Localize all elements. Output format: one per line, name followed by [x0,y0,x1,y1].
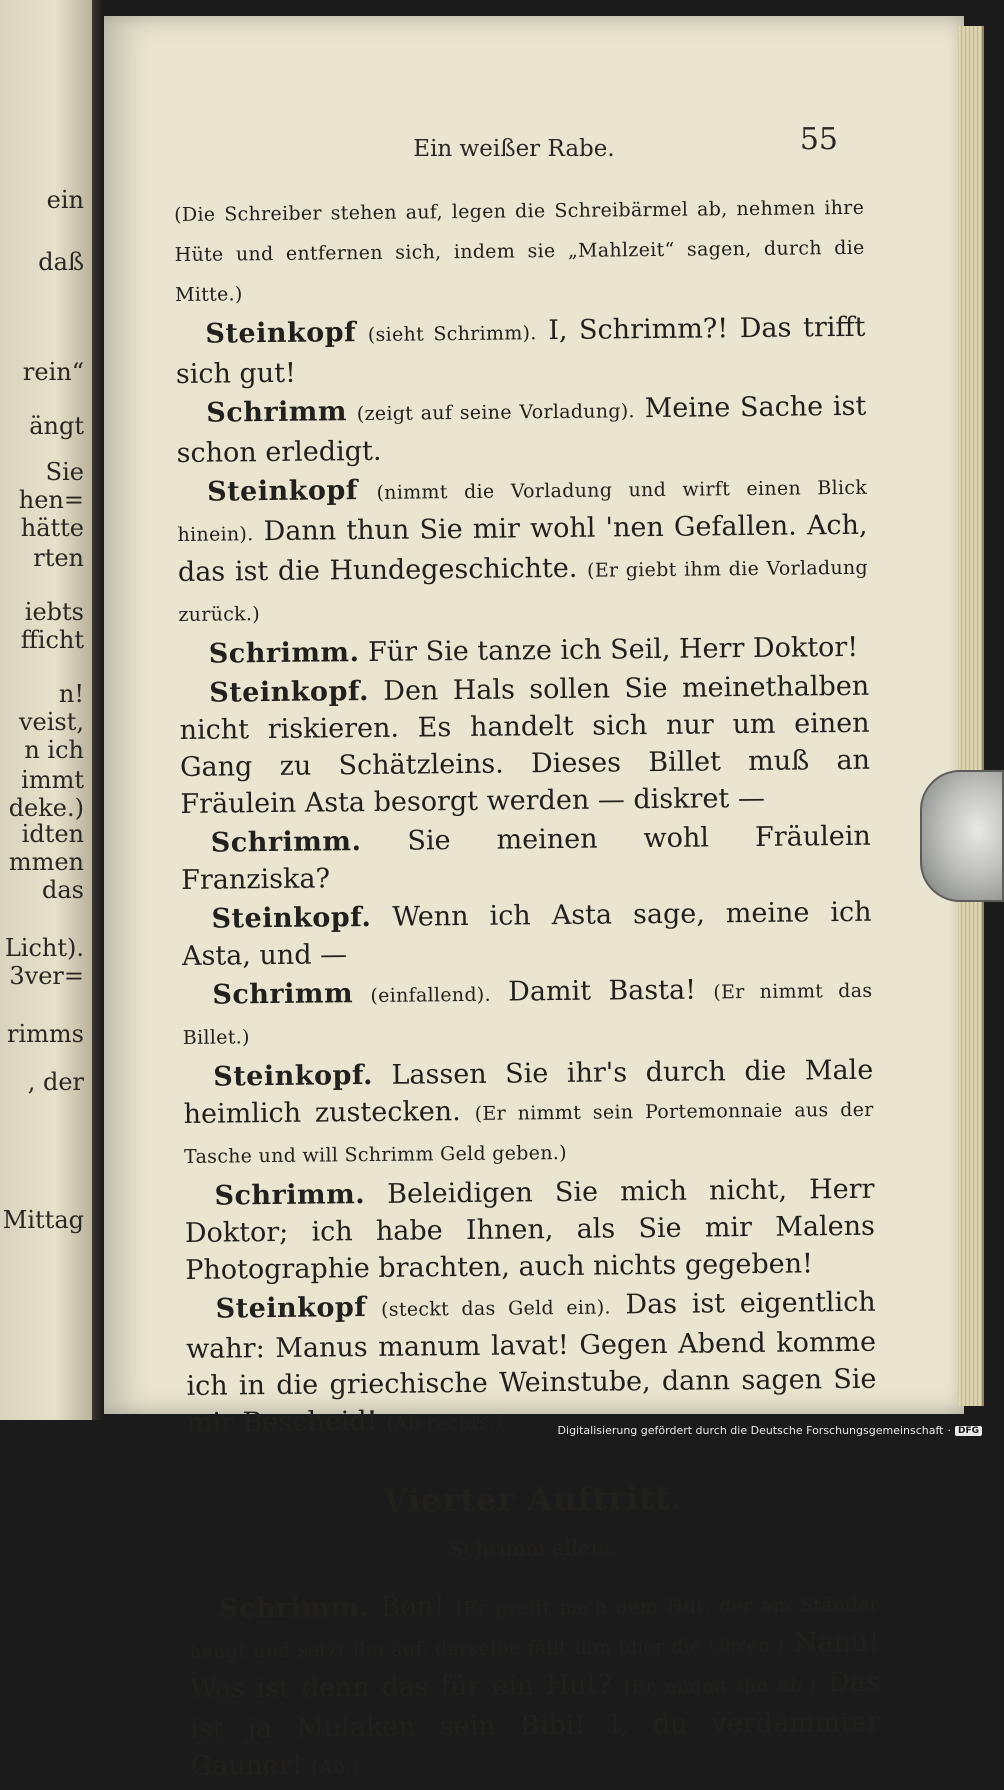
dialogue-paragraph [174,187,865,314]
spoken-text: Wenn ich Asta sage, meine ich Asta, und — [181,896,872,972]
left-page-fragment: daß [38,248,84,276]
left-page-edge [0,0,92,1420]
speaker-name: Steinkopf [205,317,357,350]
spoken-text: Bon! [380,1591,445,1623]
spoken-text: Meine Sache ist schon erledigt. [176,390,867,469]
spoken-text: Das ist eigentlich wahr: Manus manum lavat! Gegen Abend komme ich in die griechische Weinstube, dann sagen Sie mir Bescheid! [185,1286,877,1439]
left-page-fragment: iebts [24,598,84,626]
spoken-text: Dann thun Sie mir wohl 'nen Gefallen. Ach, das ist die Hundegeschichte. [177,509,868,588]
scene-subtitle: Schrimm allein. [448,1535,618,1562]
dialogue-paragraph [179,629,869,673]
dfg-logo: DFG [955,1426,982,1436]
page-stack-edge [958,26,984,1406]
spoken-text: Das ist ja Mulaken sein Bibi! I, du verdammter Gauner! [189,1666,881,1782]
spoken-text: Nanu! Was ist denn das für ein Hut? [189,1626,880,1705]
dialogue-paragraph [189,1584,881,1788]
stage-direction: (nimmt die Vorladung und wirft einen Blick hinein). [177,476,868,546]
left-page-fragment: deke.) [8,794,84,822]
spoken-text: Sie meinen wohl Fräulein Franziska? [181,820,871,896]
left-page-fragment: Licht). [4,934,84,962]
left-page-fragment: , der [27,1068,84,1096]
left-page-fragment: n ich [24,736,84,764]
spoken-text: Für Sie tanze ich Seil, Herr Doktor! [367,631,859,668]
dialogue-paragraph [177,467,869,634]
stage-direction: (einfallend). [370,983,492,1007]
stage-direction: (Ab rechts.) [386,1411,504,1435]
stage-direction: (Ab.) [311,1756,360,1779]
book-spine [92,0,104,1420]
credit-text: Digitalisierung gefördert durch die Deutsche Forschungsgemeinschaft [557,1424,944,1437]
speaker-name: Schrimm [212,978,354,1011]
speaker-name: Schrimm. [218,1592,370,1625]
dialogue-paragraph [185,1284,877,1445]
final-dialogue-block [189,1584,881,1788]
dialogue-paragraph [181,818,872,899]
left-page-fragment: 3ver= [9,962,84,990]
left-page-fragment: rten [33,544,84,572]
dialogue-paragraph [184,1171,875,1289]
left-page-fragment: idten [21,820,84,848]
dialogue-paragraph [179,668,871,823]
thumb [920,770,1004,902]
separator: · [947,1424,951,1437]
speaker-name: Steinkopf [215,1292,367,1325]
left-page-fragment: n! [58,680,84,708]
dialogue-paragraph [175,309,866,393]
spoken-text: Lassen Sie ihr's durch die Male heimlich zustecken. [183,1054,874,1130]
stage-direction: (zeigt auf seine Vorladung). [356,400,635,426]
left-page-fragment: rimms [7,1020,84,1048]
stage-direction: (sieht Schrimm). [367,322,537,346]
spoken-text: Beleidigen Sie mich nicht, Herr Doktor; ich habe Ihnen, als Sie mir Malens Photographie brachten, auch nichts gegeben! [184,1173,876,1286]
dialogue-block [174,187,877,1445]
left-page-fragment: ein [46,186,84,214]
dialogue-paragraph [182,970,873,1057]
speaker-name: Steinkopf. [213,1059,374,1093]
left-page-fragment: mmen [8,848,84,876]
stage-direction: (Die Schreiber stehen auf, legen die Schreibärmel ab, nehmen ihre Hüte und entfernen sich, indem sie „Mahlzeit“ sagen, durch die Mitte.) [174,196,865,306]
stage-direction: (steckt das Geld ein). [381,1296,611,1321]
speaker-name: Schrimm. [208,637,360,670]
left-page-fragment: immt [21,766,84,794]
running-title: Ein weißer Rabe. [413,136,615,162]
dialogue-paragraph [183,1052,874,1176]
stage-direction: (Er greift nach dem Hut, der am Ständer hängt und setzt ihn auf, derselbe fällt ihm über die Ohren.) [189,1593,879,1663]
speaker-name: Steinkopf. [209,675,370,709]
stage-direction: (Er nimmt sein Portemonnaie aus der Tasche und will Schrimm Geld geben.) [183,1098,874,1168]
stage-direction: (Er giebt ihm die Vorladung zurück.) [178,556,869,626]
left-page-fragment: hen= [18,486,84,514]
left-page-fragment: Sie [45,458,84,486]
page-number: 55 [799,122,838,157]
stage-direction: (Er nimmt das Billet.) [182,979,873,1049]
speaker-name: Schrimm [206,396,348,429]
spoken-text: Damit Basta! [508,974,697,1008]
left-page-fragment: das [42,876,84,904]
spoken-text: Den Hals sollen Sie meinethalben nicht riskieren. Es handelt sich nur um einen Gang zu Schätzleins. Dieses Billet muß an Fräulein Asta besorgt werden — diskret — [179,670,871,820]
left-page-fragment: ängt [29,412,84,440]
left-page-fragment: hätte [20,514,84,542]
spoken-text: I, Schrimm?! Das trifft sich gut! [175,311,866,390]
left-page-fragment: rein“ [22,358,84,386]
page-body [174,187,881,1790]
speaker-name: Steinkopf [206,475,359,508]
dialogue-paragraph [176,388,867,472]
left-page-fragment: fficht [20,626,84,654]
left-page-fragment: veist, [18,708,84,736]
stage-direction: (Er nimmt ihn ab.) [623,1674,817,1699]
dialogue-paragraph [181,894,872,975]
speaker-name: Steinkopf. [211,901,372,935]
digitization-credit [558,1424,982,1437]
left-page-fragment: Mittag [2,1206,84,1234]
scene-title: Vierter Auftritt. [382,1478,683,1520]
speaker-name: Schrimm. [210,826,362,859]
speaker-name: Schrimm. [214,1179,366,1212]
